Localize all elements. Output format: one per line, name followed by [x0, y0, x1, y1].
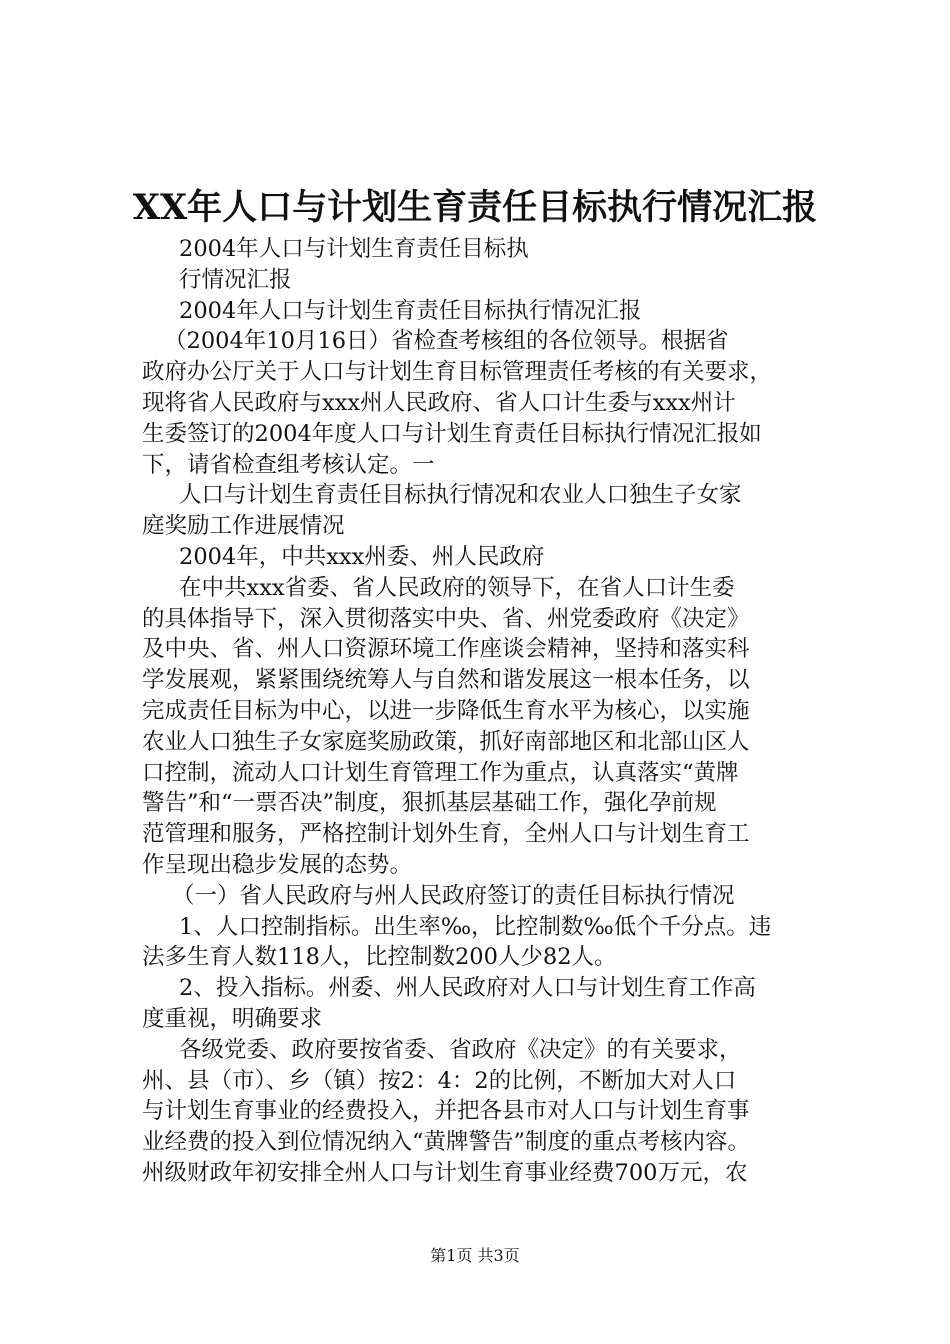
body-line: 业经费的投入到位情况纳入“黄牌警告”制度的重点考核内容。 — [142, 1129, 751, 1156]
body-line: 2004年人口与计划生育责任目标执行情况汇报 — [179, 297, 642, 324]
body-line: 州级财政年初安排全州人口与计划生育事业经费700万元，农 — [142, 1159, 748, 1186]
body-line: 在中共xxx省委、省人民政府的领导下，在省人口计生委 — [179, 574, 735, 601]
body-line: 政府办公厅关于人口与计划生育目标管理责任考核的有关要求， — [142, 359, 773, 386]
body-line: 学发展观，紧紧围绕统筹人与自然和谐发展这一根本任务，以 — [142, 667, 750, 694]
document-title: XX年人口与计划生育责任目标执行情况汇报 — [132, 187, 818, 228]
body-line: 现将省人民政府与xxx州人民政府、省人口计生委与xxx州计 — [142, 389, 736, 416]
body-line: 警告”和“一票否决”制度，狠抓基层基础工作，强化孕前规 — [142, 790, 717, 817]
body-line: （2004年10月16日）省检查考核组的各位领导。根据省 — [164, 328, 729, 355]
page-footer: 第1页 共3页 — [430, 1246, 520, 1265]
body-line: 各级党委、政府要按省委、省政府《决定》的有关要求， — [179, 1036, 742, 1063]
body-line: 法多生育人数118人，比控制数200人少82人。 — [142, 944, 617, 971]
body-line: （一）省人民政府与州人民政府签订的责任目标执行情况 — [172, 882, 735, 909]
body-line: 口控制，流动人口计划生育管理工作为重点，认真落实“黄牌 — [142, 759, 739, 786]
body-line: 农业人口独生子女家庭奖励政策，抓好南部地区和北部山区人 — [142, 728, 750, 755]
body-line: 完成责任目标为中心，以进一步降低生育水平为核心，以实施 — [142, 697, 750, 724]
body-line: 度重视，明确要求 — [142, 1005, 323, 1032]
body-line: 庭奖励工作进展情况 — [142, 513, 345, 540]
body-line: 2004年人口与计划生育责任目标执 — [179, 236, 529, 262]
body-line: 及中央、省、州人口资源环境工作座谈会精神，坚持和落实科 — [142, 636, 750, 663]
body-line: 行情况汇报 — [179, 266, 292, 293]
body-line: 1、人口控制指标。出生率‰，比控制数‰低个千分点。违 — [179, 913, 772, 940]
body-line: 下，请省检查组考核认定。一 — [142, 451, 435, 478]
body-line: 2004年，中共xxx州委、州人民政府 — [179, 543, 545, 570]
document-body — [142, 234, 832, 1189]
body-line: 作呈现出稳步发展的态势。 — [142, 851, 413, 878]
body-line: 2、投入指标。州委、州人民政府对人口与计划生育工作高 — [179, 975, 756, 1002]
body-line: 州、县（市）、乡（镇）按2：4：2的比例，不断加大对人口 — [142, 1067, 737, 1094]
body-line: 人口与计划生育责任目标执行情况和农业人口独生子女家 — [179, 482, 742, 509]
body-line: 生委签订的2004年度人口与计划生育责任目标执行情况汇报如 — [142, 420, 762, 447]
body-line: 与计划生育事业的经费投入，并把各县市对人口与计划生育事 — [142, 1098, 750, 1125]
body-line: 的具体指导下，深入贯彻落实中央、省、州党委政府《决定》 — [142, 605, 750, 632]
body-line: 范管理和服务，严格控制计划外生育，全州人口与计划生育工 — [142, 821, 750, 848]
